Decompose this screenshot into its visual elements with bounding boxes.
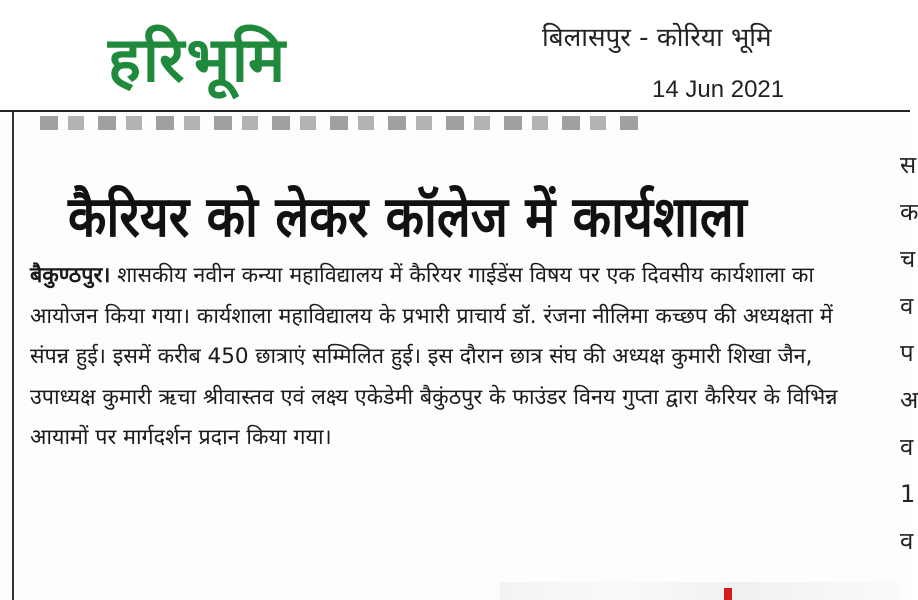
- cropped-next-story: [500, 582, 900, 600]
- column-rule: [12, 112, 14, 600]
- article-headline: कैरियर को लेकर कॉलेज में कार्यशाला: [68, 184, 747, 250]
- article-dateline: बैकुण्ठपुर।: [30, 263, 111, 288]
- newspaper-logo: हरिभूमि: [108, 23, 288, 96]
- publication-date: 14 Jun 2021: [652, 76, 785, 103]
- adjacent-column-fragment: स क च व प अ व 1 व: [900, 151, 918, 555]
- masthead: [0, 0, 910, 112]
- article-text: शासकीय नवीन कन्या महाविद्यालय में कैरियर गाईडेंस विषय पर एक दिवसीय कार्यशाला का आयोजन किया गया। कार्यशाला महाविद्यालय के प्रभारी प्राचार्य डॉ. रंजना नीलिमा कच्छप की अध्यक्षता में संपन्न हुई। इसमें करीब 450 छात्राएं सम्मिलित हुई। इस दौरान छात्र संघ की अध्यक्ष कुमारी शिखा जैन, उपाध्यक्ष कुमारी ऋचा श्रीवास्तव एवं लक्ष्य एकेडेमी बैकुंठपुर के फाउंडर विनय गुप्ता द्वारा कैरियर के विभिन्न आयामों पर मार्गदर्शन प्रदान किया गया।: [30, 263, 838, 450]
- article-body: [30, 256, 870, 459]
- news-clipping: [0, 112, 918, 600]
- cropped-previous-text: [40, 116, 640, 130]
- edition-name: बिलासपुर - कोरिया भूमि: [542, 23, 772, 53]
- red-print-mark: [724, 588, 732, 600]
